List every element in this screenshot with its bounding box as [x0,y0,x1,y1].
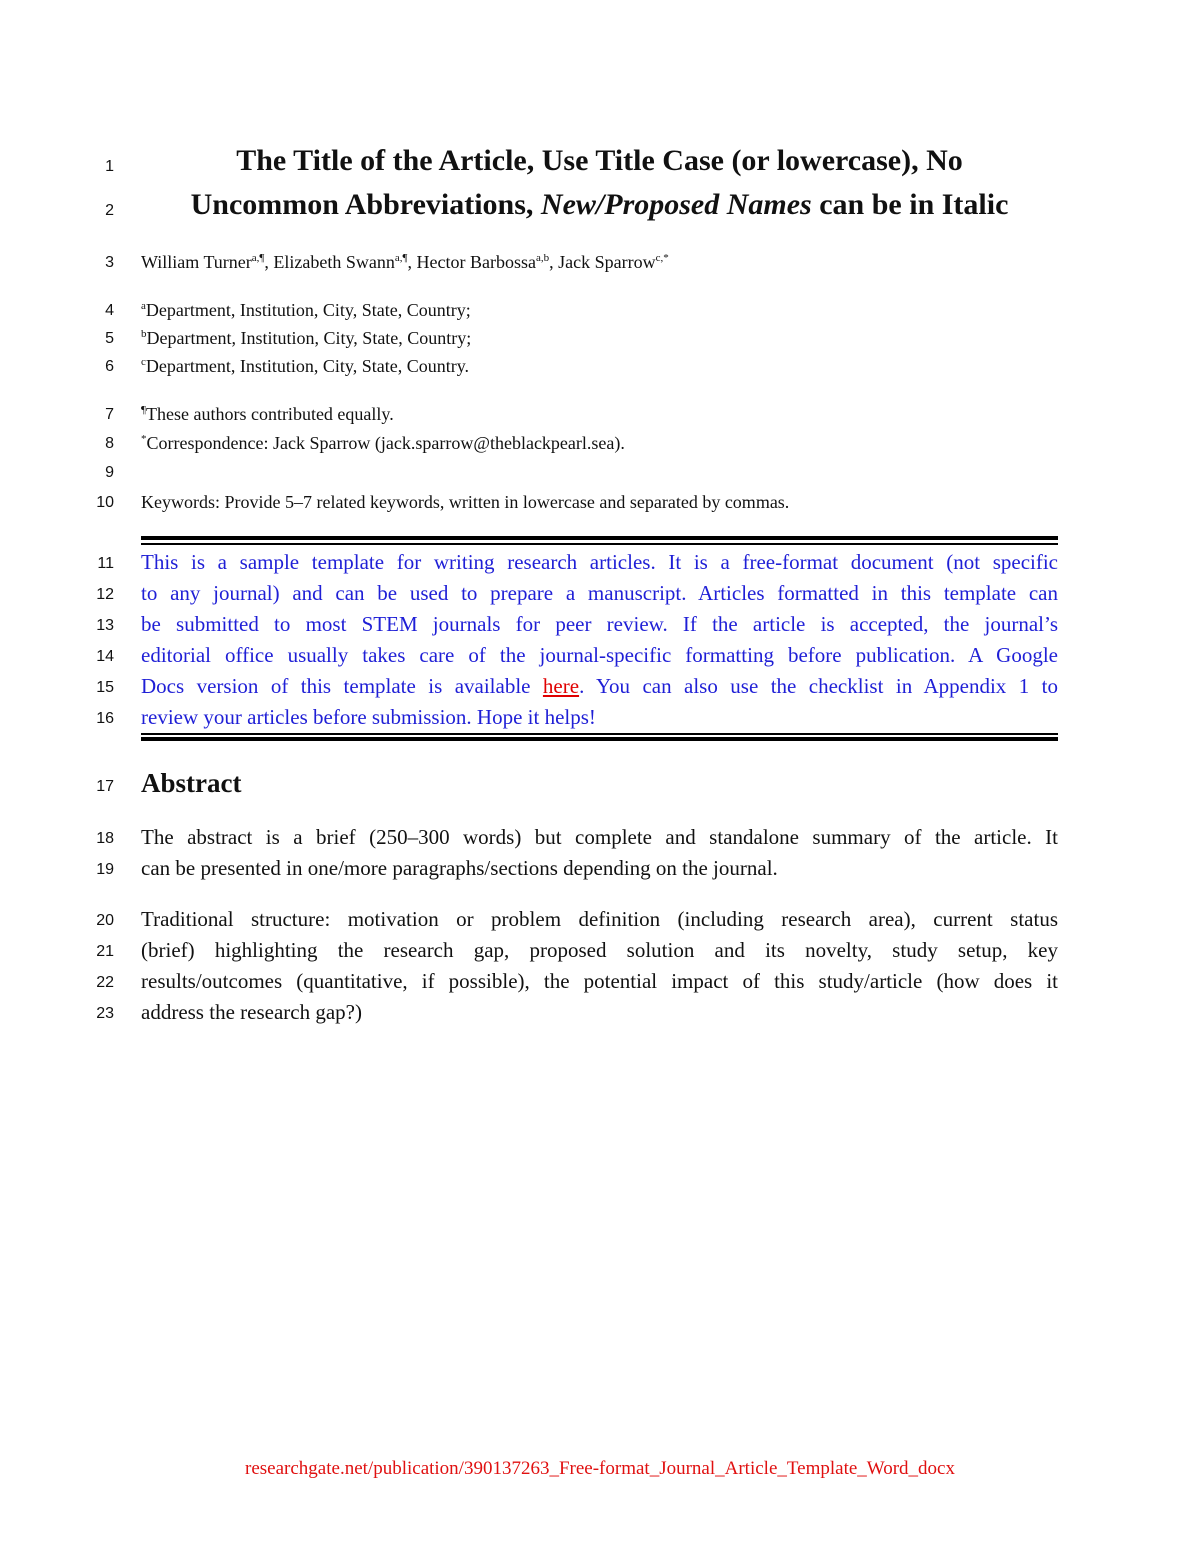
line-number: 7 [105,406,114,423]
affiliation [141,328,1058,349]
equal-contribution-note [141,404,1058,425]
affiliation-mark: c [141,356,146,368]
article-title-line-2 [141,188,1058,222]
affiliation-text: Department, Institution, City, State, Country; [145,300,471,320]
abstract-text: (brief) highlighting the research gap, proposed solution and its novelty, study setup, key [141,938,1058,962]
line-number: 15 [96,679,114,696]
line-number: 11 [97,555,114,572]
note-mark: * [141,433,147,445]
notice-text: be submitted to most STEM journals for peer review. If the article is accepted, the journal’s [141,612,1058,636]
notice-bottom-rule-thin [141,733,1058,735]
line-number: 20 [96,912,114,929]
author-affiliation-mark: a,¶ [251,252,265,264]
affiliation-mark: a [141,300,146,312]
line-number: 22 [96,974,114,991]
note-text: Correspondence: Jack Sparrow (jack.sparrow@theblackpearl.sea). [146,433,625,453]
article-title-line-1: The Title of the Article, Use Title Case (or lowercase), No [236,144,963,177]
note-mark: ¶ [141,404,146,416]
line-number: 8 [105,435,114,452]
abstract-text: The abstract is a brief (250–300 words) but complete and standalone summary of the article. It [141,825,1058,849]
author-name: Hector Barbossa [416,252,536,272]
title-text: Uncommon Abbreviations, [190,188,541,221]
abstract-text: Traditional structure: motivation or problem definition (including research area), current status [141,907,1058,931]
author-separator: , [407,252,417,272]
keywords: Keywords: Provide 5–7 related keywords, written in lowercase and separated by commas. [141,492,790,512]
note-text: These authors contributed equally. [145,404,394,424]
notice-text [141,674,1058,699]
line-number: 5 [105,330,114,347]
affiliation-mark: b [141,328,147,340]
affiliation-text: Department, Institution, City, State, Country; [146,328,472,348]
notice-top-rule-thick [141,536,1058,540]
template-link[interactable]: here [542,674,580,698]
line-number: 23 [96,1005,114,1022]
notice-top-rule-thin [141,543,1058,545]
line-number: 6 [105,358,114,375]
source-footer: researchgate.net/publication/390137263_Free-format_Journal_Article_Template_Word_docx [245,1458,955,1479]
author-name: Jack Sparrow [558,252,656,272]
author-affiliation-mark: a,b [535,252,550,264]
title-text: can be in Italic [811,188,1009,221]
affiliation-text: Department, Institution, City, State, Country. [145,356,470,376]
notice-text-fragment: . You can also use the checklist in Appendix 1 to [579,674,1058,698]
author-name: Elizabeth Swann [273,252,395,272]
notice-text-fragment: Docs version of this template is available [141,674,543,698]
line-number: 13 [96,617,114,634]
line-number: 19 [96,861,114,878]
author-list [141,252,1058,273]
abstract-text: can be presented in one/more paragraphs/sections depending on the journal. [141,856,778,880]
line-number: 9 [105,464,114,481]
section-heading-abstract: Abstract [141,768,242,798]
author-affiliation-mark: a,¶ [394,252,408,264]
notice-text: This is a sample template for writing research articles. It is a free-format document (not specific [141,550,1058,574]
affiliation [141,300,1058,321]
line-number: 17 [96,778,114,795]
notice-bottom-rule-thick [141,737,1058,741]
line-number: 12 [96,586,114,603]
author-separator: , [264,252,274,272]
correspondence-note [141,433,1058,454]
abstract-text: results/outcomes (quantitative, if possible), the potential impact of this study/article (how does it [141,969,1058,993]
affiliation [141,356,1058,377]
title-italic-text: New/Proposed Names [540,188,812,221]
author-name: William Turner [141,252,252,272]
abstract-text: address the research gap?) [141,1000,362,1024]
notice-text: to any journal) and can be used to prepare a manuscript. Articles formatted in this template can [141,581,1058,605]
author-separator: , [549,252,559,272]
line-number: 21 [96,943,114,960]
line-number: 4 [105,302,114,319]
author-affiliation-mark: c,* [655,252,669,264]
line-number: 10 [96,494,114,511]
line-number: 14 [96,648,114,665]
line-number: 3 [105,254,114,271]
line-number: 16 [96,710,114,727]
notice-text: review your articles before submission. Hope it helps! [141,705,596,729]
line-number: 18 [96,830,114,847]
line-number: 2 [105,202,114,219]
notice-text: editorial office usually takes care of the journal-specific formatting before publication. A Google [141,643,1058,667]
line-number: 1 [105,158,114,175]
